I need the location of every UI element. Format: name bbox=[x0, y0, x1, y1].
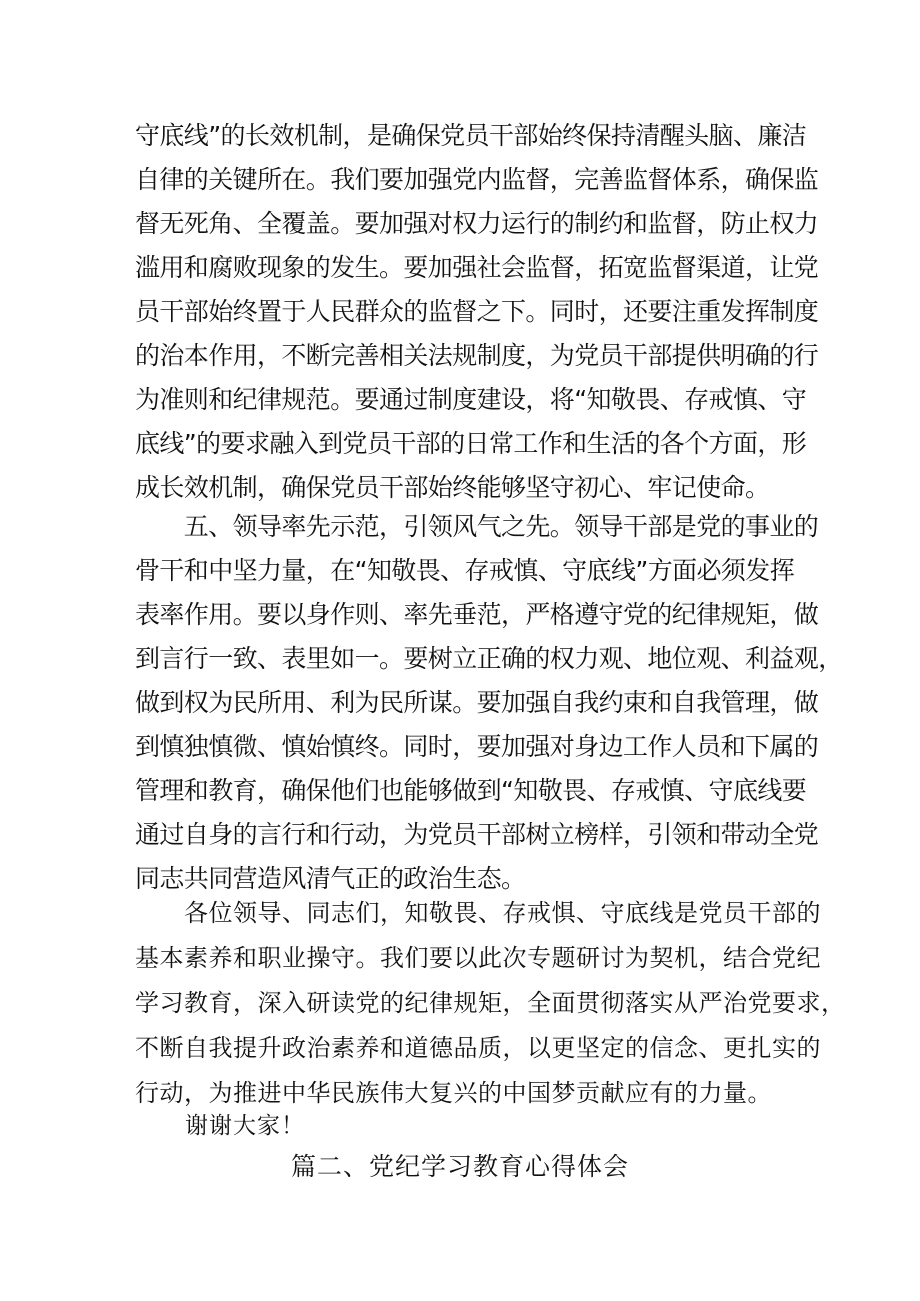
paragraph-closing bbox=[135, 891, 846, 1116]
text-line: 到慎独慎微、慎始慎终。同时，要加强对身边工作人员和下属的 bbox=[135, 732, 819, 761]
text-line: 员干部始终置于人民群众的监督之下。同时，还要注重发挥制度 bbox=[135, 297, 819, 326]
text-line: 底线”的要求融入到党员干部的日常工作和生活的各个方面，形 bbox=[135, 429, 807, 458]
thanks-line: 谢谢大家！ bbox=[185, 1113, 305, 1139]
text-line: 五、领导率先示范，引领风气之先。领导干部是党的事业的 bbox=[135, 512, 819, 541]
text-line: 做到权为民所用、利为民所谋。要加强自我约束和自我管理，做 bbox=[135, 688, 819, 717]
text-line: 行动，为推进中华民族伟大复兴的中国梦贡献应有的力量。 bbox=[135, 1079, 772, 1107]
text-line: 的治本作用，不断完善相关法规制度，为党员干部提供明确的行 bbox=[135, 341, 819, 370]
text-line: 通过自身的言行和行动，为党员干部树立榜样，引领和带动全党 bbox=[135, 820, 819, 849]
text-line: 表率作用。要以身作则、率先垂范，严格遵守党的纪律规矩，做 bbox=[135, 600, 819, 629]
text-line: 基本素养和职业操守。我们要以此次专题研讨为契机，结合党纪 bbox=[135, 944, 821, 972]
text-line: 同志共同营造风清气正的政治生态。 bbox=[135, 864, 526, 893]
text-line: 成长效机制，确保党员干部始终能够坚守初心、牢记使命。 bbox=[135, 473, 770, 502]
text-line: 管理和教育，确保他们也能够做到“知敬畏、存戒慎、守底线要 bbox=[135, 776, 807, 805]
text-line: 各位领导、同志们，知敬畏、存戒惧、守底线是党员干部的 bbox=[135, 899, 821, 927]
text-line: 学习教育，深入研读党的纪律规矩，全面贯彻落实从严治党要求， bbox=[135, 989, 846, 1017]
text-line: 滥用和腐败现象的发生。要加强社会监督，拓宽监督渠道，让党 bbox=[135, 253, 819, 282]
section-heading: 篇二、党纪学习教育心得体会 bbox=[290, 1152, 629, 1181]
text-line: 为准则和纪律规范。要通过制度建设，将“知敬畏、存戒慎、守 bbox=[135, 385, 807, 414]
text-line: 督无死角、全覆盖。要加强对权力运行的制约和监督，防止权力 bbox=[135, 209, 819, 238]
text-line: 守底线”的长效机制，是确保党员干部始终保持清醒头脑、廉洁 bbox=[135, 121, 807, 150]
text-line: 到言行一致、表里如一。要树立正确的权力观、地位观、利益观， bbox=[135, 644, 843, 673]
paragraph-supervision bbox=[135, 114, 819, 510]
text-line: 骨干和中坚力量，在“知敬畏、存戒慎、守底线”方面必须发挥 bbox=[135, 556, 795, 585]
text-line: 自律的关键所在。我们要加强党内监督，完善监督体系，确保监 bbox=[135, 165, 819, 194]
text-line: 不断自我提升政治素养和道德品质，以更坚定的信念、更扎实的 bbox=[135, 1034, 821, 1062]
paragraph-leadership bbox=[135, 505, 843, 901]
